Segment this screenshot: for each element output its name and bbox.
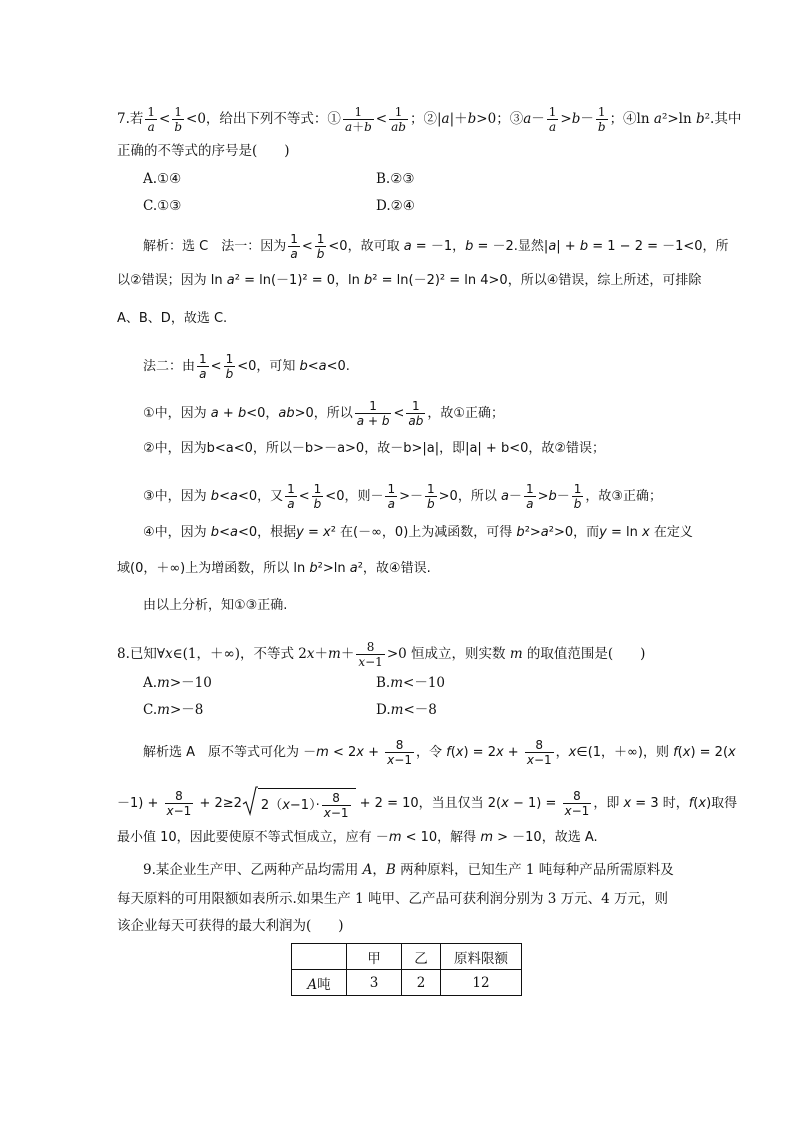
- q7-option-b: B.②③: [376, 171, 415, 187]
- q7-solution-m1-line1: 解析：选 C 法一：因为 $\frac{1}{a}$ < $\frac{1}{b}$ <0，故可取 a = －1，b = －2.显然|a| + b = 1 − 2 = －1<0，所: [143, 232, 729, 261]
- q8-option-c: C.m>－8: [143, 702, 204, 718]
- q9-stem-line1: 9.某企业生产甲、乙两种产品均需用 A，B 两种原料，已知生产 1 吨每种产品所需原料及: [143, 862, 674, 878]
- table-header-cell: [292, 944, 347, 970]
- q8-solution-line1: 解析选 A 原不等式可化为 －m < 2x + $\frac{8}{x-1}$ ，令 f(x) = 2x + $\frac{8}{x-1}$ ，x∈(1，＋∞)，则 f(x) = 2(x: [143, 738, 736, 767]
- q7-option-a: A.①④: [143, 171, 182, 187]
- q8-option-a: A.m>－10: [143, 675, 212, 691]
- q8-stem: 8.已知∀x∈(1，＋∞)，不等式 2x＋m＋ $\frac{8}{x-1}$ >0 恒成立，则实数 m 的取值范围是( ): [117, 640, 646, 669]
- table-row: [292, 970, 522, 996]
- q7-option-d: D.②④: [376, 198, 415, 214]
- q8-option-d: D.m<－8: [376, 702, 437, 718]
- table-header-row: [292, 944, 522, 970]
- sqrt-symbol: [242, 786, 258, 821]
- q8-option-b: B.m<－10: [376, 675, 446, 691]
- table-header-cell: 原料限额: [441, 944, 522, 970]
- q7-option-c: C.①③: [143, 198, 182, 214]
- q7-solution-step4-line2: 域(0，＋∞)上为增函数，所以 ln b²>ln a²，故④错误.: [117, 561, 431, 576]
- q9-materials-table: [291, 943, 522, 996]
- q7-solution-m1-line3: A、B、D，故选 C.: [117, 311, 228, 326]
- q7-solution-step1: ①中，因为 a + b<0，ab>0，所以 $\frac{1}{a + b}$ < $\frac{1}{ab}$ ，故①正确；: [143, 399, 504, 428]
- table-header-cell: 乙: [402, 944, 441, 970]
- q9-stem-line2: 每天原料的可用限额如表所示.如果生产 1 吨甲、乙产品可获利润分别为 3 万元、4 万元，则: [117, 891, 669, 907]
- table-cell: 3: [347, 970, 402, 996]
- q8-solution-line2: －1) + $\frac{8}{x-1}$ + 2≥2 2（x−1）· $\frac{8}{x-1}$ + 2 = 10，当且仅当 2(x − 1) = $\frac{8}{x-1}$ ，即 x = 3 时，f(x)取得: [117, 786, 737, 821]
- q7-solution-m2: 法二：由 $\frac{1}{a}$ < $\frac{1}{b}$ <0，可知 b<a<0.: [143, 352, 350, 381]
- table-cell: A吨: [292, 970, 347, 996]
- q7-stem-line1: 7.若 $\frac{1}{a}$ < $\frac{1}{b}$ <0，给出下列不等式：① $\frac{1}{a+b}$ < $\frac{1}{ab}$ ；②|a|＋b>0；③a－ $\frac{1}{a}$ >b－ $\frac{1}{b}$ ；④ln a²>ln b².其中: [117, 105, 742, 134]
- table-header-cell: 甲: [347, 944, 402, 970]
- table-cell: 2: [402, 970, 441, 996]
- q9-stem-line3: 该企业每天可获得的最大利润为( ): [117, 918, 344, 934]
- q7-solution-step4-line1: ④中，因为 b<a<0，根据y = x² 在(－∞，0)上为减函数，可得 b²>a²>0，而y = ln x 在定义: [143, 525, 693, 540]
- q7-solution-step3: ③中，因为 b<a<0，又 $\frac{1}{a}$ < $\frac{1}{b}$ <0，则－ $\frac{1}{a}$ >－ $\frac{1}{b}$ >0，所以 a－ $\frac{1}{a}$ >b－ $\frac{1}{b}$ ，故③正确；: [143, 482, 663, 511]
- q7-solution-conclusion: 由以上分析，知①③正确.: [143, 598, 288, 613]
- table-cell: 12: [441, 970, 522, 996]
- q7-solution-m1-line2: 以②错误；因为 ln a² = ln(－1)² = 0，ln b² = ln(－2)² = ln 4>0，所以④错误，综上所述，可排除: [117, 273, 702, 288]
- q7-solution-step2: ②中，因为b<a<0，所以－b>－a>0，故－b>|a|，即|a| + b<0，故②错误；: [143, 441, 606, 456]
- q7-stem-line2: 正确的不等式的序号是( ): [117, 143, 290, 159]
- q8-solution-line3: 最小值 10，因此要使原不等式恒成立，应有 －m < 10，解得 m > －10，故选 A.: [117, 830, 598, 845]
